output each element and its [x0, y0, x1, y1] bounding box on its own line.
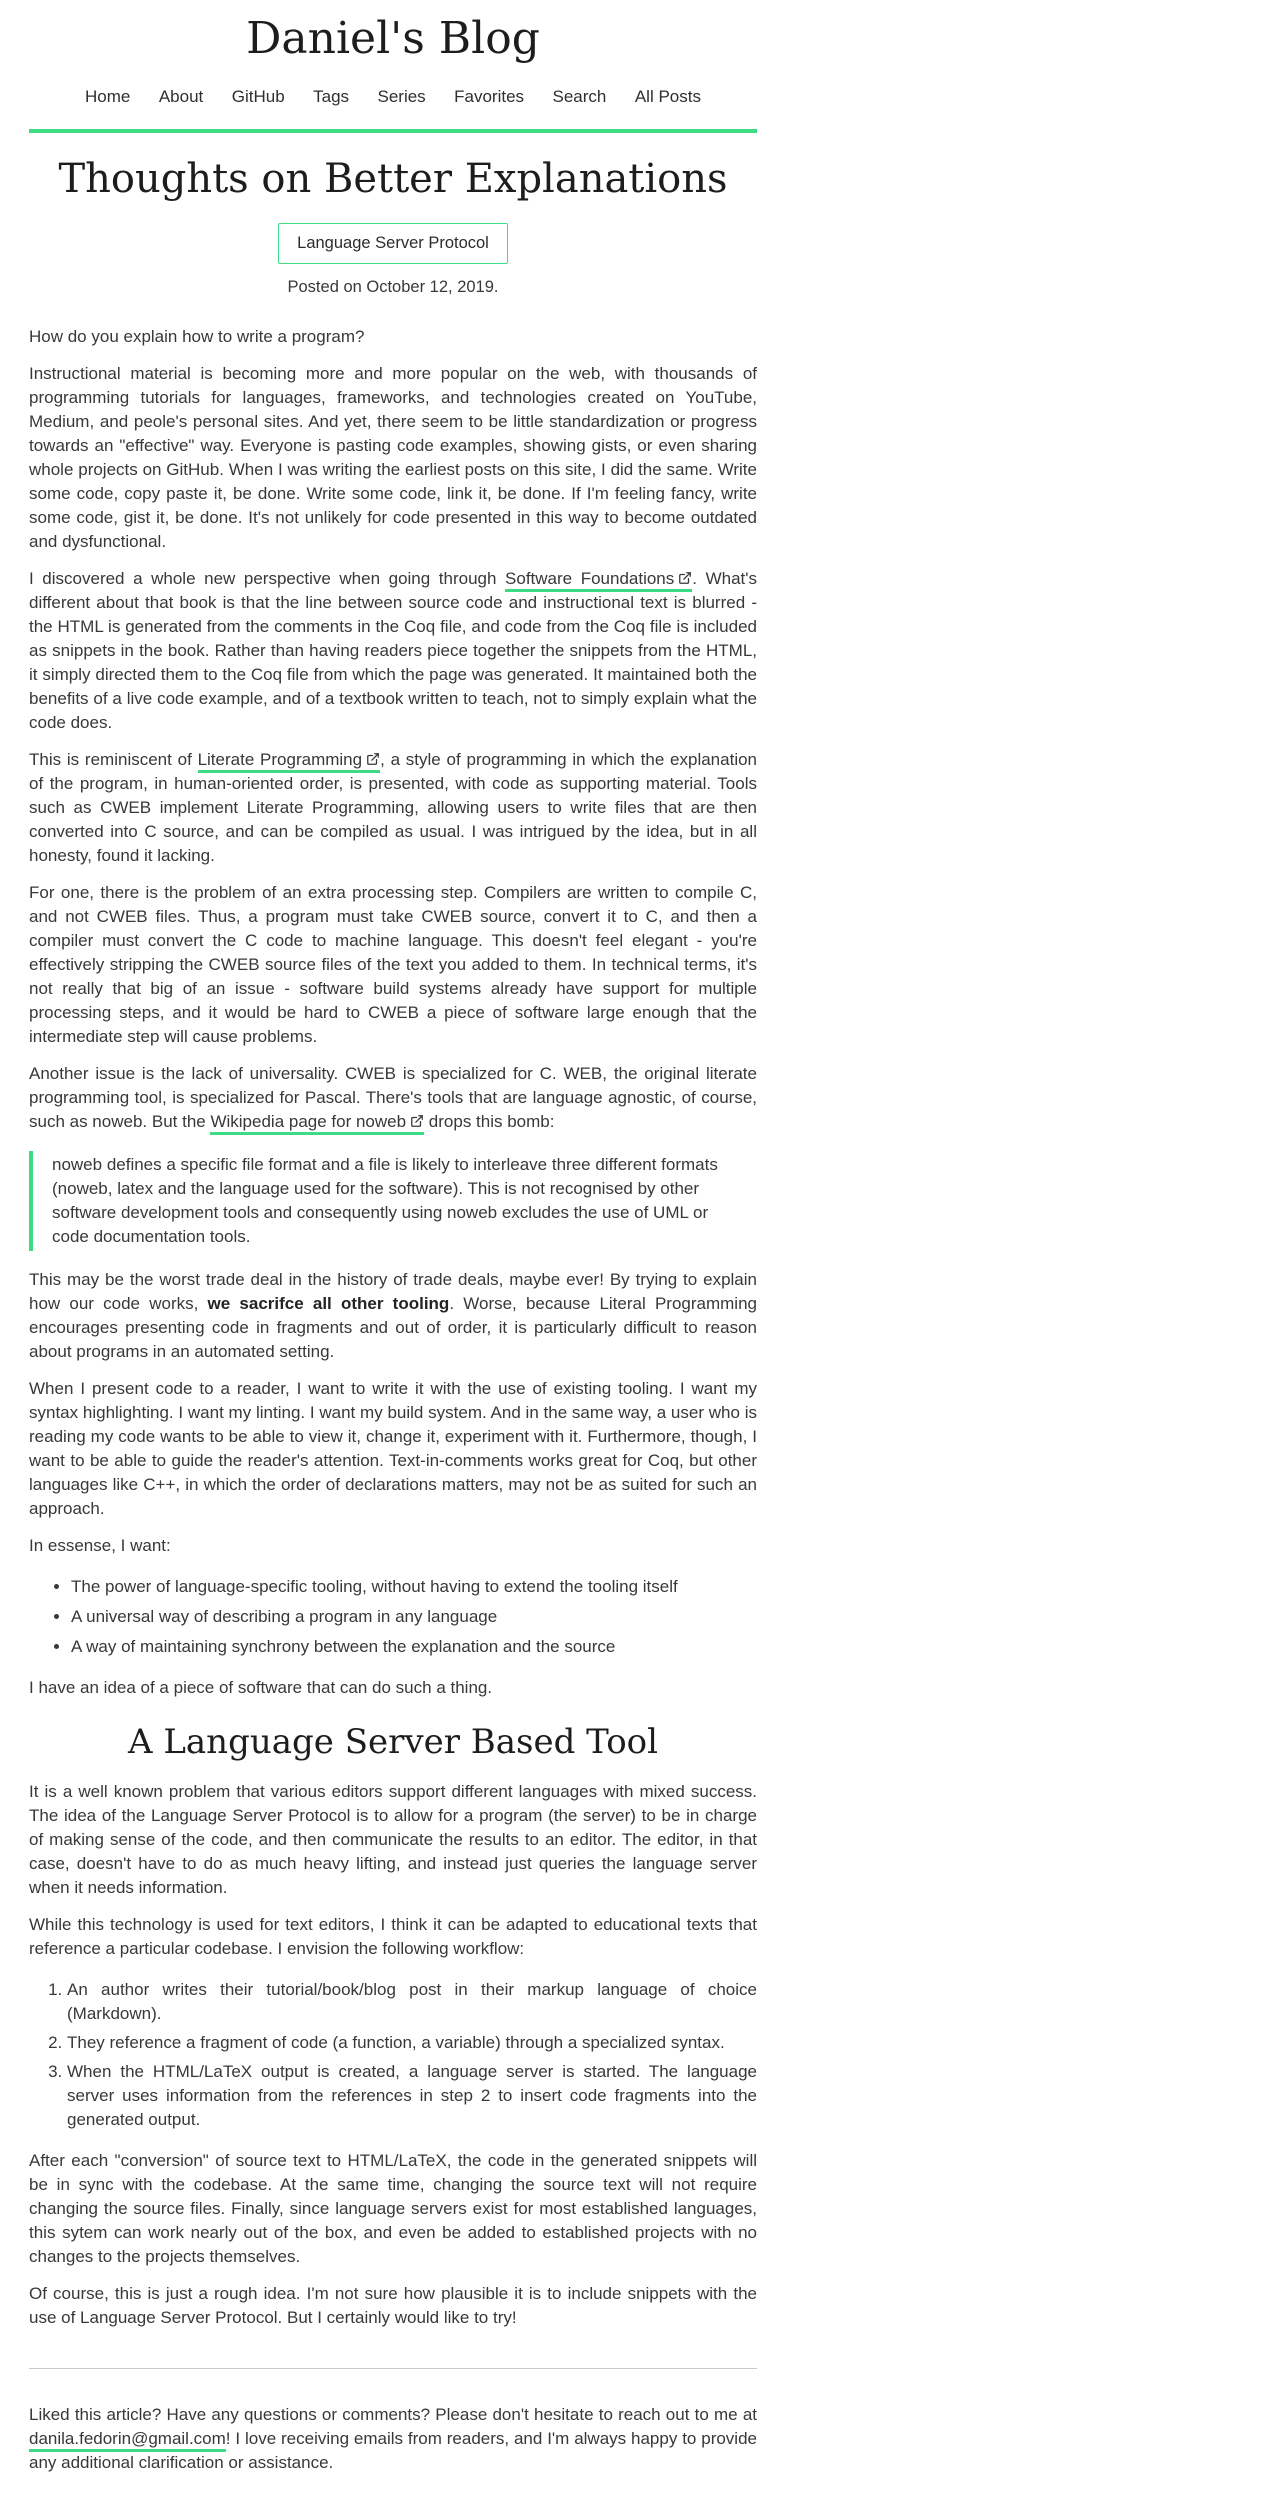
post-title: Thoughts on Better Explanations — [58, 155, 728, 202]
paragraph — [29, 748, 757, 868]
paragraph-text: . Worse, because Literal Programming encourages presenting code in fragments and out of order, it is particularly difficult to reason about programs in an automated setting. — [29, 1293, 757, 1361]
paragraph-text: I discovered a whole new perspective when going through — [29, 568, 506, 588]
list-item: 3. When the HTML/LaTeX output is created, a language server is started. The language server uses information from the references in step 2 to insert code fragments into the generated output. — [67, 2060, 757, 2132]
paragraph: I have an idea of a piece of software that can do such a thing. — [29, 1677, 493, 1697]
paragraph: When I present code to a reader, I want to write it with the use of existing tooling. I want my syntax highlighting. I want my linting. I want my build system. And in the same way, a user who is reading my code wants to be able to view it, change it, experiment with it. Furthermore, though, I want to be able to guide the reader's attention. Text-in-comments works great for Coq, but other languages like C++, in which the order of declarations matters, may not be as suited for such an approach. — [29, 1378, 757, 1518]
workflow-list — [29, 1978, 757, 2132]
page-container — [29, 0, 757, 2505]
footer-text: ! I love receiving emails from readers, and I'm always happy to provide any additional clarification or assistance. — [29, 2428, 757, 2472]
want-list — [29, 1575, 757, 1659]
nav-item-tags[interactable]: Tags — [313, 86, 350, 106]
paragraph-text: . What's different about that book is that the line between source code and instructional text is blurred - the HTML is generated from the comments in the Coq file, and code from the Coq file is included as snippets in the book. Rather than having readers piece together the snippets from the HTML, it simply directed them to the Coq file from which the page was generated. It maintained both the benefits of a live code example, and of a textbook written to teach, not to simply explain what the code does. — [29, 568, 757, 732]
paragraph: Of course, this is just a rough idea. I'm not sure how plausible it is to include snippets with the use of Language Server Protocol. But I certainly would like to try! — [29, 2283, 757, 2327]
post-date: Posted on October 12, 2019. — [287, 277, 499, 296]
external-link-icon — [362, 748, 380, 772]
paragraph: In essense, I want: — [29, 1535, 171, 1555]
email-link[interactable]: danila.fedorin@gmail.com — [29, 2429, 226, 2452]
accent-divider — [29, 129, 757, 133]
nav-item-favorites[interactable]: Favorites — [454, 86, 525, 106]
external-link-icon — [406, 1110, 424, 1134]
paragraph: How do you explain how to write a program? — [29, 326, 365, 346]
main-nav — [29, 87, 757, 107]
nav-item-about[interactable]: About — [158, 86, 204, 106]
bold-emphasis: we sacrifce all other tooling — [207, 1293, 450, 1313]
paragraph: After each "conversion" of source text to HTML/LaTeX, the code in the generated snippets will be in sync with the codebase. At the same time, changing the source text will not require changing the source files. Finally, since language servers exist for most established languages, this sytem can work nearly out of the box, and even be added to established projects with no changes to the projects themselves. — [29, 2150, 757, 2266]
paragraph: It is a well known problem that various editors support different languages with mixed success. The idea of the Language Server Protocol is to allow for a program (the server) to be in charge of making sense of the code, and then communicate the results to an editor. The editor, in that case, doesn't have to do as much heavy lifting, and instead just queries the language server when it needs information. — [29, 1781, 757, 1897]
paragraph-text: drops this bomb: — [424, 1111, 555, 1131]
nav-item-all-posts[interactable]: All Posts — [634, 86, 701, 106]
site-title: Daniel's Blog — [246, 13, 540, 64]
blog-post — [29, 155, 757, 2330]
paragraph — [29, 1062, 757, 1134]
list-item: 1. An author writes their tutorial/book/blog post in their markup language of choice (Markdown). — [67, 1978, 757, 2026]
footer-text: Liked this article? Have any questions or comments? Please don't hesitate to reach out to me at — [29, 2404, 757, 2424]
section-heading: A Language Server Based Tool — [127, 1721, 659, 1762]
paragraph — [29, 567, 757, 735]
nav-item-github[interactable]: GitHub — [231, 86, 285, 106]
software-foundations-link[interactable]: Software Foundations — [505, 569, 692, 592]
noweb-quote: noweb defines a specific file format and a file is likely to interleave three different formats (noweb, latex and the language used for the software). This is not recognised by other software development tools and consequently using noweb excludes the use of UML or code documentation tools. — [29, 1151, 757, 1251]
paragraph: For one, there is the problem of an extra processing step. Compilers are written to compile C, and not CWEB files. Thus, a program must take CWEB source, convert it to C, and then a compiler must convert the C code to machine language. This doesn't feel elegant - you're effectively stripping the CWEB source files of the text you added to them. In technical terms, it's not really that big of an issue - software build systems already have support for multiple processing steps, and it would be hard to CWEB a piece of software large enough that the intermediate step will cause problems. — [29, 882, 757, 1046]
footer-divider — [29, 2368, 757, 2369]
paragraph-text: This may be the worst trade deal in the history of trade deals, maybe ever! By trying to explain how our code works, — [29, 1269, 757, 1313]
paragraph-text: This is reminiscent of — [29, 749, 198, 769]
tag-row — [29, 223, 757, 264]
footer-note — [29, 2403, 757, 2475]
external-link-icon — [674, 567, 692, 591]
nav-item-series[interactable]: Series — [377, 86, 426, 106]
page-footer — [29, 2368, 757, 2475]
list-item: 2. They reference a fragment of code (a function, a variable) through a specialized syntax. — [67, 2031, 757, 2055]
list-item: • The power of language-specific tooling, without having to extend the tooling itself — [71, 1575, 757, 1599]
nav-item-home[interactable]: Home — [85, 86, 131, 106]
list-item: • A universal way of describing a program in any language — [71, 1605, 757, 1629]
tag-language-server-protocol[interactable]: Language Server Protocol — [278, 223, 508, 264]
literate-programming-link[interactable]: Literate Programming — [198, 750, 381, 773]
list-item: • A way of maintaining synchrony between the explanation and the source — [71, 1635, 757, 1659]
paragraph-text: , a style of programming in which the explanation of the program, in human-oriented order, is presented, with code as supporting material. Tools such as CWEB implement Literate Programming, allowing users to write files that are then converted into C source, and can be compiled as usual. I was intrigued by the idea, but in all honesty, found it lacking. — [29, 749, 757, 865]
paragraph-text: Another issue is the lack of universality. CWEB is specialized for C. WEB, the original literate programming tool, is specialized for Pascal. There's tools that are language agnostic, of course, such as noweb. But the — [29, 1063, 757, 1131]
post-content — [29, 325, 757, 2330]
site-header — [29, 14, 757, 133]
noweb-wikipedia-link[interactable]: Wikipedia page for noweb — [210, 1112, 424, 1135]
paragraph: Instructional material is becoming more and more popular on the web, with thousands of programming tutorials for languages, frameworks, and technologies created on YouTube, Medium, and peole's personal sites. And yet, there seem to be little standardization or progress towards an "effective" way. Everyone is pasting code examples, showing gists, or even sharing whole projects on GitHub. When I was writing the earliest posts on this site, I did the same. Write some code, copy paste it, be done. Write some code, link it, be done. If I'm feeling fancy, write some code, gist it, be done. It's not unlikely for code presented in this way to become outdated and dysfunctional. — [29, 363, 757, 551]
paragraph: While this technology is used for text editors, I think it can be adapted to educational texts that reference a particular codebase. I envision the following workflow: — [29, 1914, 757, 1958]
nav-item-search[interactable]: Search — [552, 86, 607, 106]
paragraph — [29, 1268, 757, 1364]
